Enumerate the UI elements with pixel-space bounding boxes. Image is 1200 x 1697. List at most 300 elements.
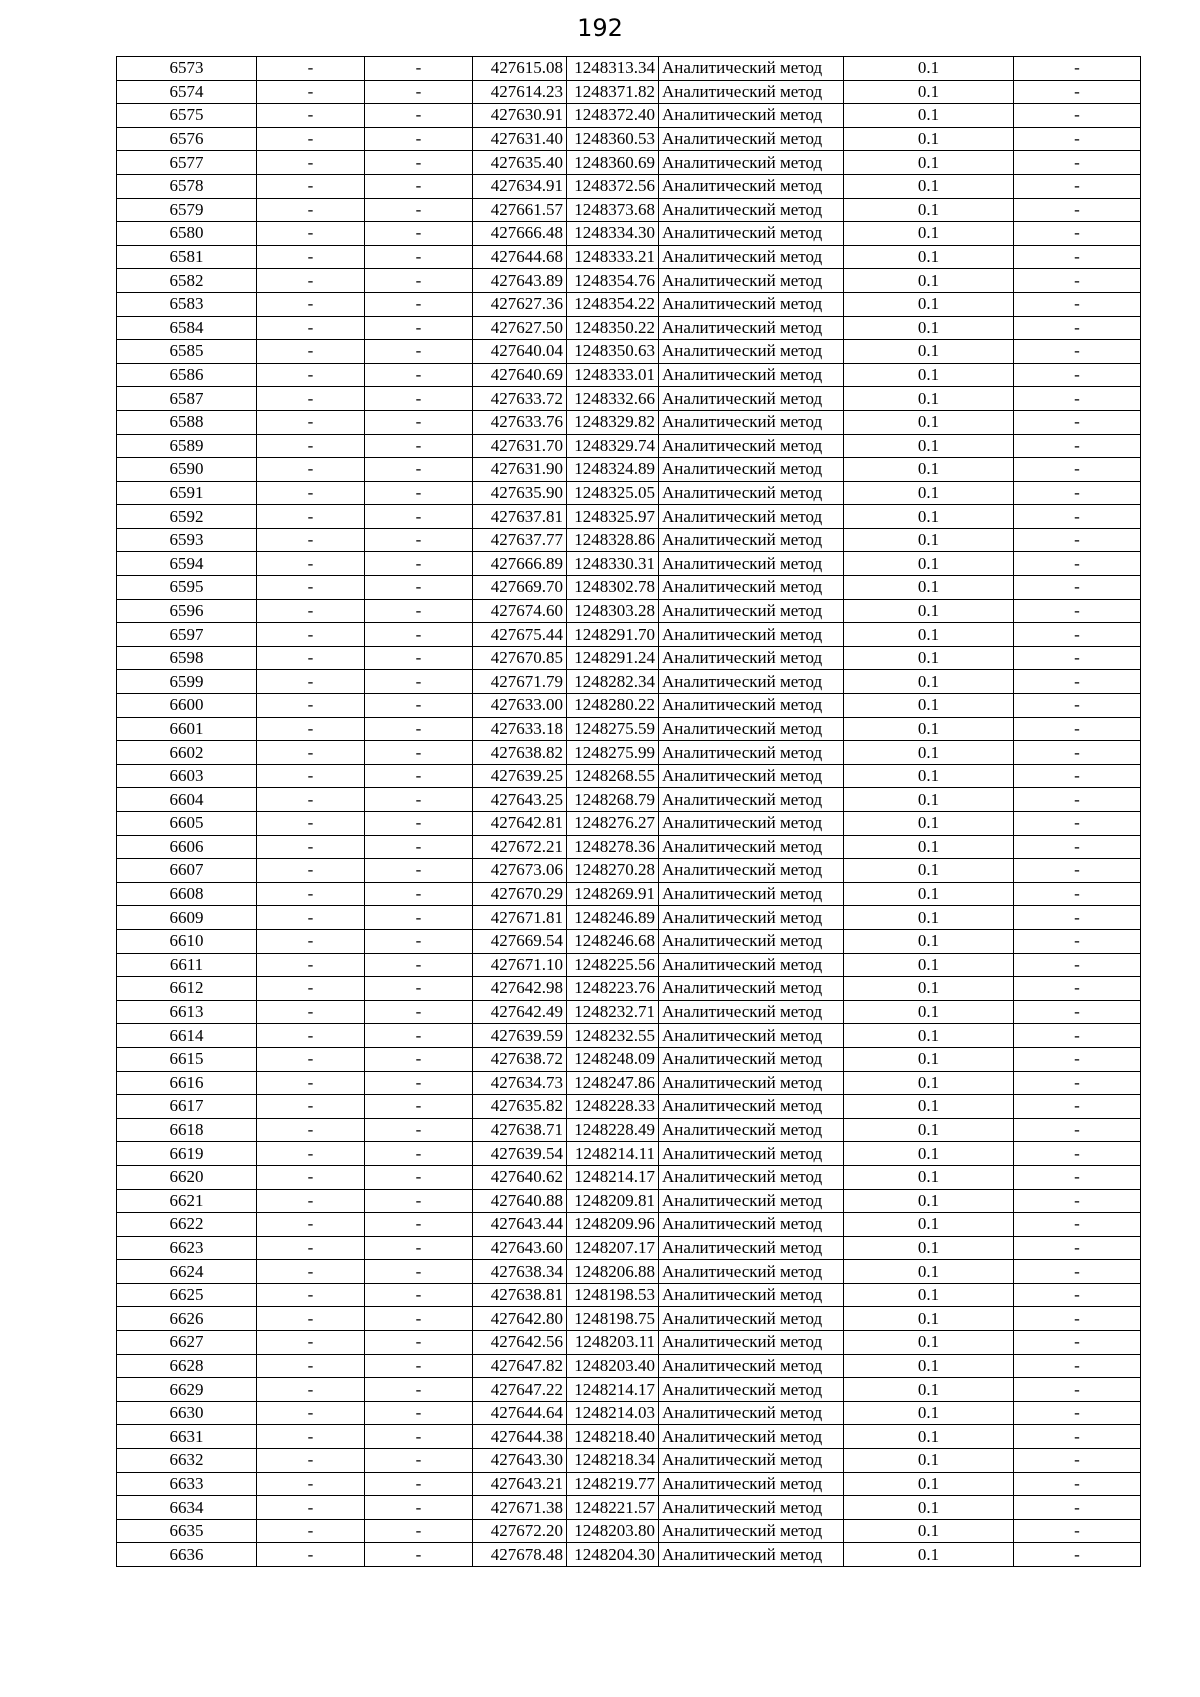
- empty-cell: -: [257, 599, 365, 623]
- accuracy-cell: 0.1: [844, 1165, 1014, 1189]
- empty-cell: -: [257, 646, 365, 670]
- point-number-cell: 6574: [117, 80, 257, 104]
- accuracy-cell: 0.1: [844, 1449, 1014, 1473]
- method-cell: Аналитический метод: [659, 1496, 844, 1520]
- table-row: [117, 528, 1141, 552]
- y-coordinate-cell: 1248209.96: [567, 1213, 659, 1237]
- empty-cell: -: [365, 694, 473, 718]
- empty-cell: -: [365, 1449, 473, 1473]
- y-coordinate-cell: 1248275.99: [567, 741, 659, 765]
- x-coordinate-cell: 427666.89: [473, 552, 567, 576]
- empty-cell: -: [365, 434, 473, 458]
- empty-cell: -: [257, 882, 365, 906]
- empty-cell: -: [257, 1378, 365, 1402]
- method-cell: Аналитический метод: [659, 528, 844, 552]
- point-number-cell: 6589: [117, 434, 257, 458]
- empty-cell: -: [1014, 434, 1141, 458]
- point-number-cell: 6584: [117, 316, 257, 340]
- empty-cell: -: [365, 481, 473, 505]
- table-row: [117, 387, 1141, 411]
- y-coordinate-cell: 1248278.36: [567, 835, 659, 859]
- point-number-cell: 6606: [117, 835, 257, 859]
- empty-cell: -: [257, 1236, 365, 1260]
- table-row: [117, 127, 1141, 151]
- empty-cell: -: [257, 363, 365, 387]
- empty-cell: -: [365, 1165, 473, 1189]
- y-coordinate-cell: 1248325.05: [567, 481, 659, 505]
- empty-cell: -: [1014, 1047, 1141, 1071]
- table-row: [117, 906, 1141, 930]
- table-row: [117, 694, 1141, 718]
- table-row: [117, 552, 1141, 576]
- accuracy-cell: 0.1: [844, 1236, 1014, 1260]
- empty-cell: -: [1014, 1496, 1141, 1520]
- accuracy-cell: 0.1: [844, 505, 1014, 529]
- y-coordinate-cell: 1248328.86: [567, 528, 659, 552]
- empty-cell: -: [365, 245, 473, 269]
- x-coordinate-cell: 427631.70: [473, 434, 567, 458]
- y-coordinate-cell: 1248225.56: [567, 953, 659, 977]
- y-coordinate-cell: 1248204.30: [567, 1543, 659, 1567]
- point-number-cell: 6607: [117, 859, 257, 883]
- x-coordinate-cell: 427633.00: [473, 694, 567, 718]
- point-number-cell: 6595: [117, 576, 257, 600]
- x-coordinate-cell: 427640.62: [473, 1165, 567, 1189]
- empty-cell: -: [365, 222, 473, 246]
- point-number-cell: 6614: [117, 1024, 257, 1048]
- y-coordinate-cell: 1248198.53: [567, 1283, 659, 1307]
- point-number-cell: 6600: [117, 694, 257, 718]
- table-row: [117, 929, 1141, 953]
- method-cell: Аналитический метод: [659, 1142, 844, 1166]
- method-cell: Аналитический метод: [659, 340, 844, 364]
- accuracy-cell: 0.1: [844, 1118, 1014, 1142]
- x-coordinate-cell: 427671.79: [473, 670, 567, 694]
- empty-cell: -: [257, 859, 365, 883]
- y-coordinate-cell: 1248350.63: [567, 340, 659, 364]
- empty-cell: -: [257, 1354, 365, 1378]
- table-row: [117, 80, 1141, 104]
- method-cell: Аналитический метод: [659, 788, 844, 812]
- method-cell: Аналитический метод: [659, 410, 844, 434]
- empty-cell: -: [1014, 1519, 1141, 1543]
- table-row: [117, 198, 1141, 222]
- x-coordinate-cell: 427675.44: [473, 623, 567, 647]
- x-coordinate-cell: 427642.49: [473, 1000, 567, 1024]
- empty-cell: -: [365, 363, 473, 387]
- empty-cell: -: [1014, 363, 1141, 387]
- method-cell: Аналитический метод: [659, 882, 844, 906]
- point-number-cell: 6613: [117, 1000, 257, 1024]
- empty-cell: -: [365, 1095, 473, 1119]
- empty-cell: -: [257, 1189, 365, 1213]
- empty-cell: -: [257, 316, 365, 340]
- table-row: [117, 1401, 1141, 1425]
- y-coordinate-cell: 1248329.82: [567, 410, 659, 434]
- empty-cell: -: [1014, 1425, 1141, 1449]
- point-number-cell: 6632: [117, 1449, 257, 1473]
- method-cell: Аналитический метод: [659, 151, 844, 175]
- x-coordinate-cell: 427642.56: [473, 1331, 567, 1355]
- point-number-cell: 6621: [117, 1189, 257, 1213]
- empty-cell: -: [1014, 1000, 1141, 1024]
- table-row: [117, 1047, 1141, 1071]
- accuracy-cell: 0.1: [844, 1283, 1014, 1307]
- empty-cell: -: [257, 174, 365, 198]
- accuracy-cell: 0.1: [844, 1000, 1014, 1024]
- empty-cell: -: [365, 1401, 473, 1425]
- empty-cell: -: [1014, 1449, 1141, 1473]
- accuracy-cell: 0.1: [844, 80, 1014, 104]
- empty-cell: -: [1014, 1213, 1141, 1237]
- empty-cell: -: [1014, 670, 1141, 694]
- point-number-cell: 6615: [117, 1047, 257, 1071]
- point-number-cell: 6635: [117, 1519, 257, 1543]
- empty-cell: -: [365, 1519, 473, 1543]
- point-number-cell: 6579: [117, 198, 257, 222]
- empty-cell: -: [257, 694, 365, 718]
- point-number-cell: 6603: [117, 764, 257, 788]
- empty-cell: -: [365, 269, 473, 293]
- empty-cell: -: [257, 1000, 365, 1024]
- page-number: 192: [577, 14, 623, 42]
- empty-cell: -: [257, 505, 365, 529]
- point-number-cell: 6617: [117, 1095, 257, 1119]
- point-number-cell: 6592: [117, 505, 257, 529]
- empty-cell: -: [1014, 80, 1141, 104]
- x-coordinate-cell: 427644.68: [473, 245, 567, 269]
- empty-cell: -: [1014, 1024, 1141, 1048]
- empty-cell: -: [1014, 269, 1141, 293]
- method-cell: Аналитический метод: [659, 1449, 844, 1473]
- empty-cell: -: [365, 1307, 473, 1331]
- table-row: [117, 741, 1141, 765]
- empty-cell: -: [257, 670, 365, 694]
- x-coordinate-cell: 427674.60: [473, 599, 567, 623]
- x-coordinate-cell: 427637.81: [473, 505, 567, 529]
- method-cell: Аналитический метод: [659, 363, 844, 387]
- empty-cell: -: [257, 1142, 365, 1166]
- empty-cell: -: [1014, 528, 1141, 552]
- method-cell: Аналитический метод: [659, 481, 844, 505]
- x-coordinate-cell: 427614.23: [473, 80, 567, 104]
- table-row: [117, 410, 1141, 434]
- y-coordinate-cell: 1248218.40: [567, 1425, 659, 1449]
- method-cell: Аналитический метод: [659, 859, 844, 883]
- empty-cell: -: [257, 80, 365, 104]
- y-coordinate-cell: 1248203.11: [567, 1331, 659, 1355]
- x-coordinate-cell: 427627.50: [473, 316, 567, 340]
- table-row: [117, 1543, 1141, 1567]
- point-number-cell: 6609: [117, 906, 257, 930]
- x-coordinate-cell: 427631.90: [473, 458, 567, 482]
- x-coordinate-cell: 427669.70: [473, 576, 567, 600]
- point-number-cell: 6580: [117, 222, 257, 246]
- accuracy-cell: 0.1: [844, 1095, 1014, 1119]
- y-coordinate-cell: 1248228.33: [567, 1095, 659, 1119]
- empty-cell: -: [1014, 198, 1141, 222]
- x-coordinate-cell: 427666.48: [473, 222, 567, 246]
- y-coordinate-cell: 1248198.75: [567, 1307, 659, 1331]
- point-number-cell: 6634: [117, 1496, 257, 1520]
- accuracy-cell: 0.1: [844, 1401, 1014, 1425]
- method-cell: Аналитический метод: [659, 717, 844, 741]
- accuracy-cell: 0.1: [844, 151, 1014, 175]
- y-coordinate-cell: 1248332.66: [567, 387, 659, 411]
- accuracy-cell: 0.1: [844, 316, 1014, 340]
- empty-cell: -: [365, 1425, 473, 1449]
- accuracy-cell: 0.1: [844, 741, 1014, 765]
- empty-cell: -: [1014, 410, 1141, 434]
- x-coordinate-cell: 427633.18: [473, 717, 567, 741]
- table-row: [117, 1519, 1141, 1543]
- empty-cell: -: [1014, 1095, 1141, 1119]
- table-row: [117, 245, 1141, 269]
- accuracy-cell: 0.1: [844, 1213, 1014, 1237]
- empty-cell: -: [257, 1543, 365, 1567]
- empty-cell: -: [1014, 717, 1141, 741]
- table-row: [117, 1378, 1141, 1402]
- empty-cell: -: [1014, 104, 1141, 128]
- table-row: [117, 1307, 1141, 1331]
- x-coordinate-cell: 427678.48: [473, 1543, 567, 1567]
- accuracy-cell: 0.1: [844, 576, 1014, 600]
- method-cell: Аналитический метод: [659, 599, 844, 623]
- method-cell: Аналитический метод: [659, 953, 844, 977]
- empty-cell: -: [1014, 1354, 1141, 1378]
- empty-cell: -: [1014, 481, 1141, 505]
- accuracy-cell: 0.1: [844, 812, 1014, 836]
- empty-cell: -: [365, 1236, 473, 1260]
- method-cell: Аналитический метод: [659, 174, 844, 198]
- accuracy-cell: 0.1: [844, 340, 1014, 364]
- x-coordinate-cell: 427615.08: [473, 57, 567, 81]
- method-cell: Аналитический метод: [659, 1118, 844, 1142]
- empty-cell: -: [365, 812, 473, 836]
- accuracy-cell: 0.1: [844, 245, 1014, 269]
- empty-cell: -: [1014, 1118, 1141, 1142]
- empty-cell: -: [1014, 1071, 1141, 1095]
- empty-cell: -: [257, 104, 365, 128]
- empty-cell: -: [257, 1307, 365, 1331]
- point-number-cell: 6611: [117, 953, 257, 977]
- empty-cell: -: [365, 458, 473, 482]
- y-coordinate-cell: 1248268.55: [567, 764, 659, 788]
- empty-cell: -: [365, 1189, 473, 1213]
- empty-cell: -: [1014, 929, 1141, 953]
- empty-cell: -: [1014, 222, 1141, 246]
- method-cell: Аналитический метод: [659, 1519, 844, 1543]
- x-coordinate-cell: 427640.69: [473, 363, 567, 387]
- empty-cell: -: [1014, 552, 1141, 576]
- table-row: [117, 57, 1141, 81]
- empty-cell: -: [257, 528, 365, 552]
- empty-cell: -: [257, 1165, 365, 1189]
- method-cell: Аналитический метод: [659, 127, 844, 151]
- empty-cell: -: [1014, 599, 1141, 623]
- accuracy-cell: 0.1: [844, 1260, 1014, 1284]
- y-coordinate-cell: 1248325.97: [567, 505, 659, 529]
- empty-cell: -: [1014, 387, 1141, 411]
- point-number-cell: 6585: [117, 340, 257, 364]
- accuracy-cell: 0.1: [844, 1071, 1014, 1095]
- point-number-cell: 6588: [117, 410, 257, 434]
- method-cell: Аналитический метод: [659, 1095, 844, 1119]
- accuracy-cell: 0.1: [844, 104, 1014, 128]
- y-coordinate-cell: 1248372.56: [567, 174, 659, 198]
- method-cell: Аналитический метод: [659, 1189, 844, 1213]
- method-cell: Аналитический метод: [659, 269, 844, 293]
- empty-cell: -: [257, 1496, 365, 1520]
- method-cell: Аналитический метод: [659, 222, 844, 246]
- x-coordinate-cell: 427661.57: [473, 198, 567, 222]
- method-cell: Аналитический метод: [659, 104, 844, 128]
- empty-cell: -: [257, 1118, 365, 1142]
- x-coordinate-cell: 427638.81: [473, 1283, 567, 1307]
- method-cell: Аналитический метод: [659, 906, 844, 930]
- table-row: [117, 481, 1141, 505]
- x-coordinate-cell: 427672.20: [473, 1519, 567, 1543]
- empty-cell: -: [365, 1543, 473, 1567]
- empty-cell: -: [1014, 882, 1141, 906]
- empty-cell: -: [1014, 1472, 1141, 1496]
- empty-cell: -: [365, 316, 473, 340]
- point-number-cell: 6618: [117, 1118, 257, 1142]
- empty-cell: -: [365, 788, 473, 812]
- point-number-cell: 6596: [117, 599, 257, 623]
- y-coordinate-cell: 1248276.27: [567, 812, 659, 836]
- point-number-cell: 6578: [117, 174, 257, 198]
- table-row: [117, 505, 1141, 529]
- accuracy-cell: 0.1: [844, 977, 1014, 1001]
- point-number-cell: 6619: [117, 1142, 257, 1166]
- table-row: [117, 1260, 1141, 1284]
- point-number-cell: 6616: [117, 1071, 257, 1095]
- accuracy-cell: 0.1: [844, 1543, 1014, 1567]
- method-cell: Аналитический метод: [659, 505, 844, 529]
- empty-cell: -: [257, 292, 365, 316]
- table-row: [117, 576, 1141, 600]
- empty-cell: -: [365, 104, 473, 128]
- method-cell: Аналитический метод: [659, 198, 844, 222]
- method-cell: Аналитический метод: [659, 1236, 844, 1260]
- method-cell: Аналитический метод: [659, 1543, 844, 1567]
- point-number-cell: 6633: [117, 1472, 257, 1496]
- empty-cell: -: [257, 717, 365, 741]
- empty-cell: -: [1014, 340, 1141, 364]
- accuracy-cell: 0.1: [844, 1142, 1014, 1166]
- method-cell: Аналитический метод: [659, 741, 844, 765]
- y-coordinate-cell: 1248371.82: [567, 80, 659, 104]
- empty-cell: -: [1014, 1283, 1141, 1307]
- empty-cell: -: [365, 292, 473, 316]
- empty-cell: -: [257, 245, 365, 269]
- x-coordinate-cell: 427635.82: [473, 1095, 567, 1119]
- accuracy-cell: 0.1: [844, 1047, 1014, 1071]
- empty-cell: -: [257, 1283, 365, 1307]
- accuracy-cell: 0.1: [844, 1331, 1014, 1355]
- accuracy-cell: 0.1: [844, 552, 1014, 576]
- table-row: [117, 316, 1141, 340]
- table-row: [117, 623, 1141, 647]
- empty-cell: -: [257, 552, 365, 576]
- accuracy-cell: 0.1: [844, 174, 1014, 198]
- accuracy-cell: 0.1: [844, 717, 1014, 741]
- accuracy-cell: 0.1: [844, 1472, 1014, 1496]
- x-coordinate-cell: 427635.90: [473, 481, 567, 505]
- empty-cell: -: [1014, 1331, 1141, 1355]
- empty-cell: -: [257, 1425, 365, 1449]
- accuracy-cell: 0.1: [844, 670, 1014, 694]
- coordinates-table: [116, 56, 1141, 1567]
- accuracy-cell: 0.1: [844, 764, 1014, 788]
- empty-cell: -: [257, 1095, 365, 1119]
- table-row: [117, 882, 1141, 906]
- table-row: [117, 812, 1141, 836]
- point-number-cell: 6636: [117, 1543, 257, 1567]
- y-coordinate-cell: 1248214.03: [567, 1401, 659, 1425]
- point-number-cell: 6620: [117, 1165, 257, 1189]
- method-cell: Аналитический метод: [659, 1331, 844, 1355]
- accuracy-cell: 0.1: [844, 1378, 1014, 1402]
- method-cell: Аналитический метод: [659, 245, 844, 269]
- method-cell: Аналитический метод: [659, 835, 844, 859]
- accuracy-cell: 0.1: [844, 859, 1014, 883]
- x-coordinate-cell: 427631.40: [473, 127, 567, 151]
- empty-cell: -: [257, 764, 365, 788]
- table-row: [117, 1449, 1141, 1473]
- accuracy-cell: 0.1: [844, 434, 1014, 458]
- x-coordinate-cell: 427643.25: [473, 788, 567, 812]
- empty-cell: -: [1014, 812, 1141, 836]
- table-row: [117, 1331, 1141, 1355]
- y-coordinate-cell: 1248248.09: [567, 1047, 659, 1071]
- empty-cell: -: [365, 1142, 473, 1166]
- empty-cell: -: [257, 1472, 365, 1496]
- empty-cell: -: [1014, 174, 1141, 198]
- y-coordinate-cell: 1248203.80: [567, 1519, 659, 1543]
- empty-cell: -: [1014, 788, 1141, 812]
- point-number-cell: 6630: [117, 1401, 257, 1425]
- x-coordinate-cell: 427637.77: [473, 528, 567, 552]
- empty-cell: -: [1014, 316, 1141, 340]
- method-cell: Аналитический метод: [659, 1378, 844, 1402]
- point-number-cell: 6629: [117, 1378, 257, 1402]
- y-coordinate-cell: 1248228.49: [567, 1118, 659, 1142]
- empty-cell: -: [257, 929, 365, 953]
- x-coordinate-cell: 427639.25: [473, 764, 567, 788]
- table-row: [117, 1071, 1141, 1095]
- method-cell: Аналитический метод: [659, 764, 844, 788]
- y-coordinate-cell: 1248333.01: [567, 363, 659, 387]
- empty-cell: -: [257, 340, 365, 364]
- empty-cell: -: [1014, 859, 1141, 883]
- y-coordinate-cell: 1248218.34: [567, 1449, 659, 1473]
- y-coordinate-cell: 1248373.68: [567, 198, 659, 222]
- empty-cell: -: [365, 1354, 473, 1378]
- empty-cell: -: [365, 1496, 473, 1520]
- empty-cell: -: [257, 434, 365, 458]
- method-cell: Аналитический метод: [659, 80, 844, 104]
- method-cell: Аналитический метод: [659, 812, 844, 836]
- point-number-cell: 6582: [117, 269, 257, 293]
- table-row: [117, 458, 1141, 482]
- y-coordinate-cell: 1248214.11: [567, 1142, 659, 1166]
- x-coordinate-cell: 427630.91: [473, 104, 567, 128]
- table-row: [117, 1354, 1141, 1378]
- y-coordinate-cell: 1248282.34: [567, 670, 659, 694]
- empty-cell: -: [257, 788, 365, 812]
